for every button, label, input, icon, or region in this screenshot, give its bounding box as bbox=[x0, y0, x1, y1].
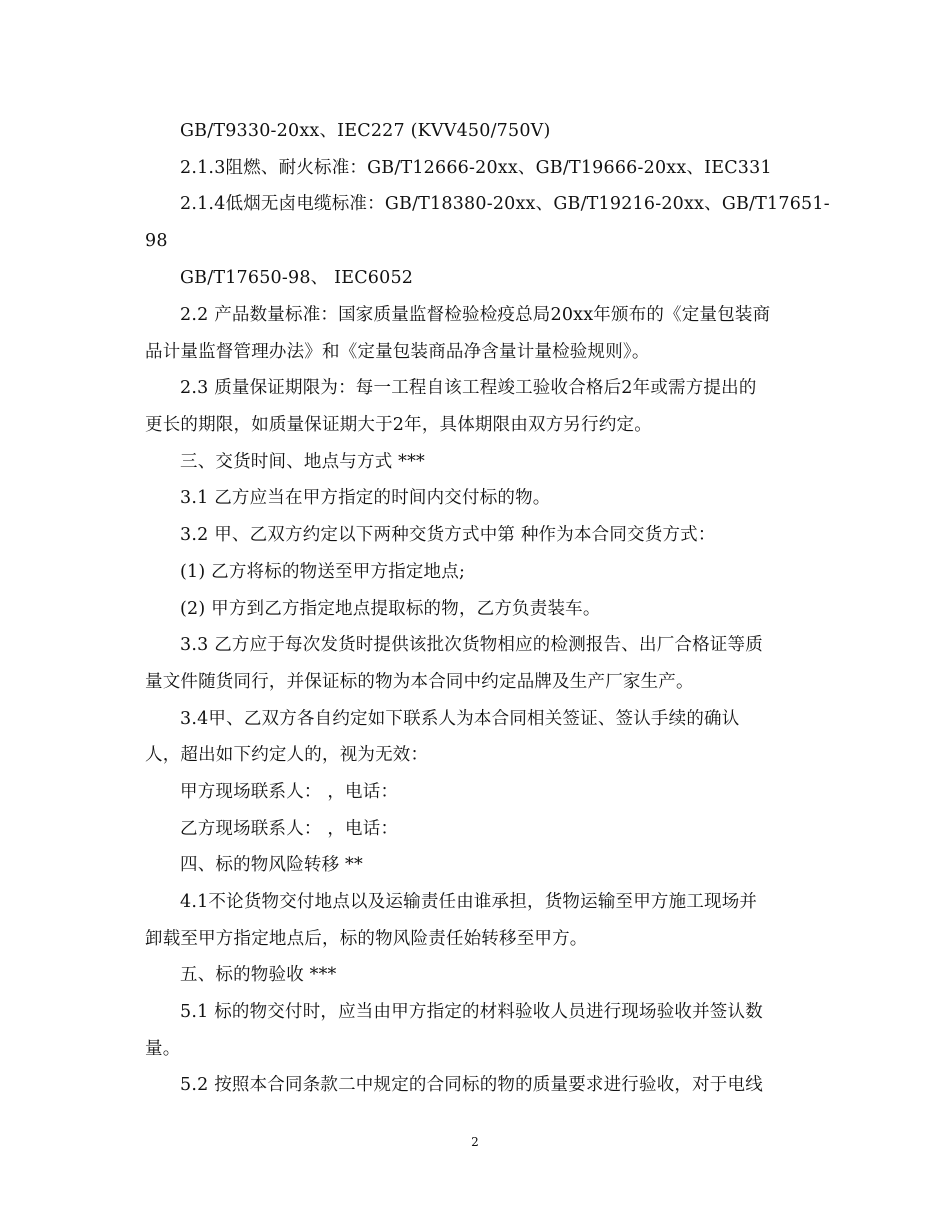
text-line: 2.2 产品数量标准：国家质量监督检验检疫总局20xx年颁布的《定量包装商 bbox=[180, 305, 771, 325]
text-line: 乙方现场联系人： ，电话： bbox=[180, 819, 399, 839]
text-line: 2.3 质量保证期限为：每一工程自该工程竣工验收合格后2年或需方提出的 bbox=[180, 378, 757, 398]
page-number: 2 bbox=[471, 1135, 479, 1149]
text-line: 量。 bbox=[145, 1039, 181, 1059]
text-line: 5.1 标的物交付时，应当由甲方指定的材料验收人员进行现场验收并签认数 bbox=[180, 1002, 763, 1022]
text-line: 3.4甲、乙双方各自约定如下联系人为本合同相关签证、签认手续的确认 bbox=[180, 709, 740, 729]
text-line: 3.1 乙方应当在甲方指定的时间内交付标的物。 bbox=[180, 488, 551, 508]
text-line: (1) 乙方将标的物送至甲方指定地点; bbox=[180, 562, 466, 582]
text-line: 98 bbox=[145, 231, 168, 251]
text-line: GB/T9330-20xx、IEC227 (KVV450/750V) bbox=[180, 121, 551, 141]
section-heading: 五、标的物验收 *** bbox=[180, 965, 337, 985]
section-heading: 三、交货时间、地点与方式 *** bbox=[180, 452, 426, 472]
text-line: 4.1不论货物交付地点以及运输责任由谁承担，货物运输至甲方施工现场并 bbox=[180, 892, 758, 912]
text-line: 2.1.4低烟无卤电缆标准：GB/T18380-20xx、GB/T19216-20xx、GB/T17651- bbox=[180, 194, 830, 214]
text-line: 5.2 按照本合同条款二中规定的合同标的物的质量要求进行验收，对于电线 bbox=[180, 1075, 763, 1095]
text-line: 甲方现场联系人： ，电话： bbox=[180, 782, 399, 802]
text-line: 量文件随货同行，并保证标的物为本合同中约定品牌及生产厂家生产。 bbox=[145, 672, 694, 692]
text-line: 2.1.3阻燃、耐火标准：GB/T12666-20xx、GB/T19666-20xx、IEC331 bbox=[180, 158, 772, 178]
text-line: 更长的期限，如质量保证期大于2年，具体期限由双方另行约定。 bbox=[145, 415, 652, 435]
section-heading: 四、标的物风险转移 ** bbox=[180, 855, 363, 875]
text-line: 3.3 乙方应于每次发货时提供该批次货物相应的检测报告、出厂合格证等质 bbox=[180, 635, 763, 655]
text-line: 卸载至甲方指定地点后，标的物风险责任始转移至甲方。 bbox=[145, 929, 588, 949]
text-line: 品计量监督管理办法》和《定量包装商品净含量计量检验规则》。 bbox=[145, 342, 650, 362]
text-line: GB/T17650-98、 IEC6052 bbox=[180, 268, 414, 288]
text-line: 3.2 甲、乙双方约定以下两种交货方式中第 种作为本合同交货方式： bbox=[180, 525, 716, 545]
text-line: 人，超出如下约定人的，视为无效： bbox=[145, 745, 429, 765]
text-line: (2) 甲方到乙方指定地点提取标的物，乙方负责装车。 bbox=[180, 599, 601, 619]
